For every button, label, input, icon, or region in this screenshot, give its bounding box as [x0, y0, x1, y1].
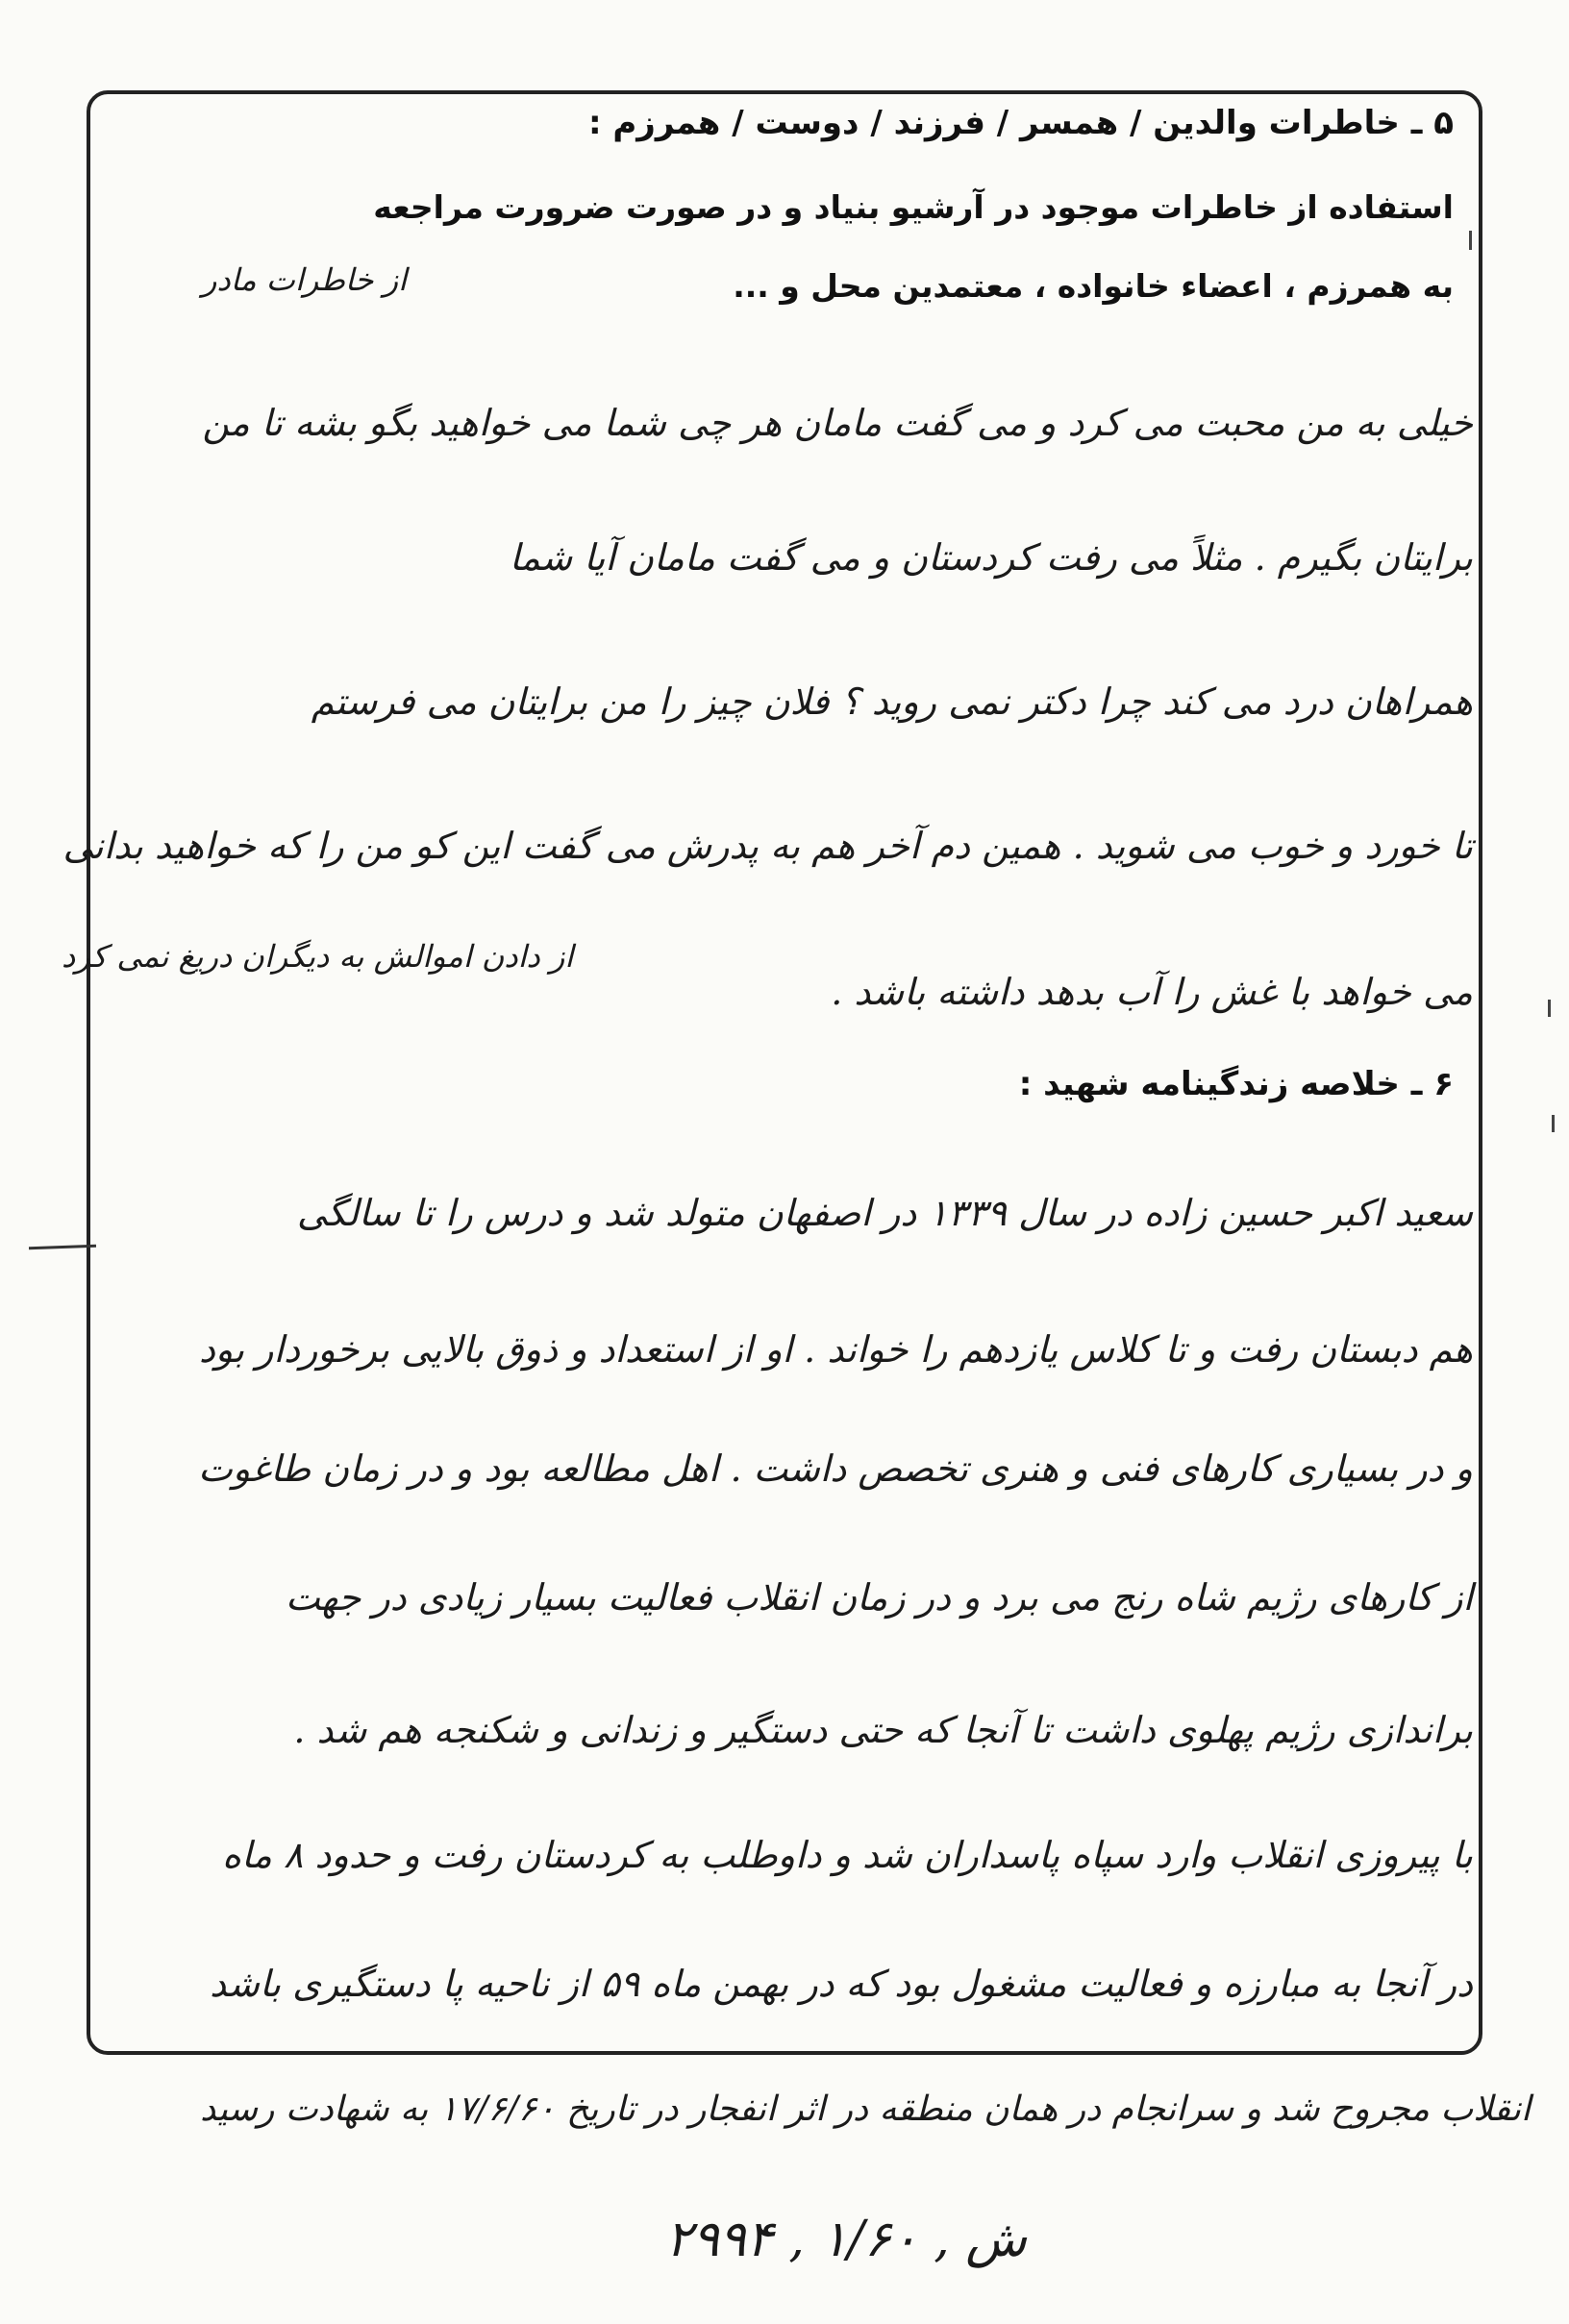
section5-heading: ۵ ـ خاطرات والدین / همسر / فرزند / دوست / همرزم :	[587, 104, 1454, 142]
bio-line: هم دبستان رفت و تا کلاس یازدهم را خواند . او از استعداد و ذوق بالایی برخوردار بود	[198, 1328, 1473, 1371]
bio-line: براندازی رژیم پهلوی داشت تا آنجا که حتی دستگیر و زندانی و شکنجه هم شد .	[293, 1709, 1473, 1751]
memoir-line: می خواهد با غش را آب بدهد داشته باشد .	[831, 971, 1473, 1013]
bio-line: با پیروزی انقلاب وارد سپاه پاسداران شد و داوطلب به کردستان رفت و حدود ۸ ماه	[222, 1834, 1473, 1876]
bio-line: و در بسیاری کارهای فنی و هنری تخصص داشت . اهل مطالعه بود و در زمان طاغوت	[198, 1447, 1473, 1490]
source-note: از خاطرات مادر	[202, 261, 407, 298]
memoir-line: تا خورد و خوب می شوید . همین دم آخر هم به پدرش می گفت این کو من را که خواهید بدانی	[62, 825, 1473, 867]
memoir-line: برایتان بگیرم . مثلاً می رفت کردستان و می گفت مامان آیا شما	[509, 536, 1473, 579]
margin-mark	[1552, 1115, 1555, 1132]
memoir-line: خیلی به من محبت می کرد و می گفت مامان هر چی شما می خواهید بگو بشه تا من	[202, 402, 1473, 444]
bio-line: در آنجا به مبارزه و فعالیت مشغول بود که در بهمن ماه ۵۹ از ناحیه پا دستگیری باشد	[210, 1963, 1473, 2005]
memoir-margin-note: از دادن اموالش به دیگران دریغ نمی کرد	[62, 938, 574, 975]
section6-heading: ۶ ـ خلاصه زندگینامه شهید :	[1018, 1065, 1454, 1103]
bio-footer-line: انقلاب مجروح شد و سرانجام در همان منطقه در اثر انفجار در تاریخ ۱۷/۶/۶۰ به شهادت رسید	[200, 2089, 1531, 2129]
section5-instruction-line1: استفاده از خاطرات موجود در آرشیو بنیاد و در صورت ضرورت مراجعه	[373, 188, 1454, 226]
memoir-line: همراهان درد می کند چرا دکتر نمی روید ؟ فلان چیز را من برایتان می فرستم	[311, 680, 1473, 723]
margin-mark	[1469, 231, 1472, 250]
bio-line: از کارهای رژیم شاه رنج می برد و در زمان انقلاب فعالیت بسیار زیادی در جهت	[286, 1576, 1473, 1619]
section5-instruction-line2: به همرزم ، اعضاء خانواده ، معتمدین محل و ...	[733, 267, 1454, 305]
bio-line: سعید اکبر حسین زاده در سال ۱۳۳۹ در اصفهان متولد شد و درس را تا سالگی	[296, 1192, 1473, 1234]
margin-mark	[1548, 1000, 1551, 1017]
signature: ۲۹۹۴ , ۱/۶۰ , ش	[665, 2211, 1027, 2268]
